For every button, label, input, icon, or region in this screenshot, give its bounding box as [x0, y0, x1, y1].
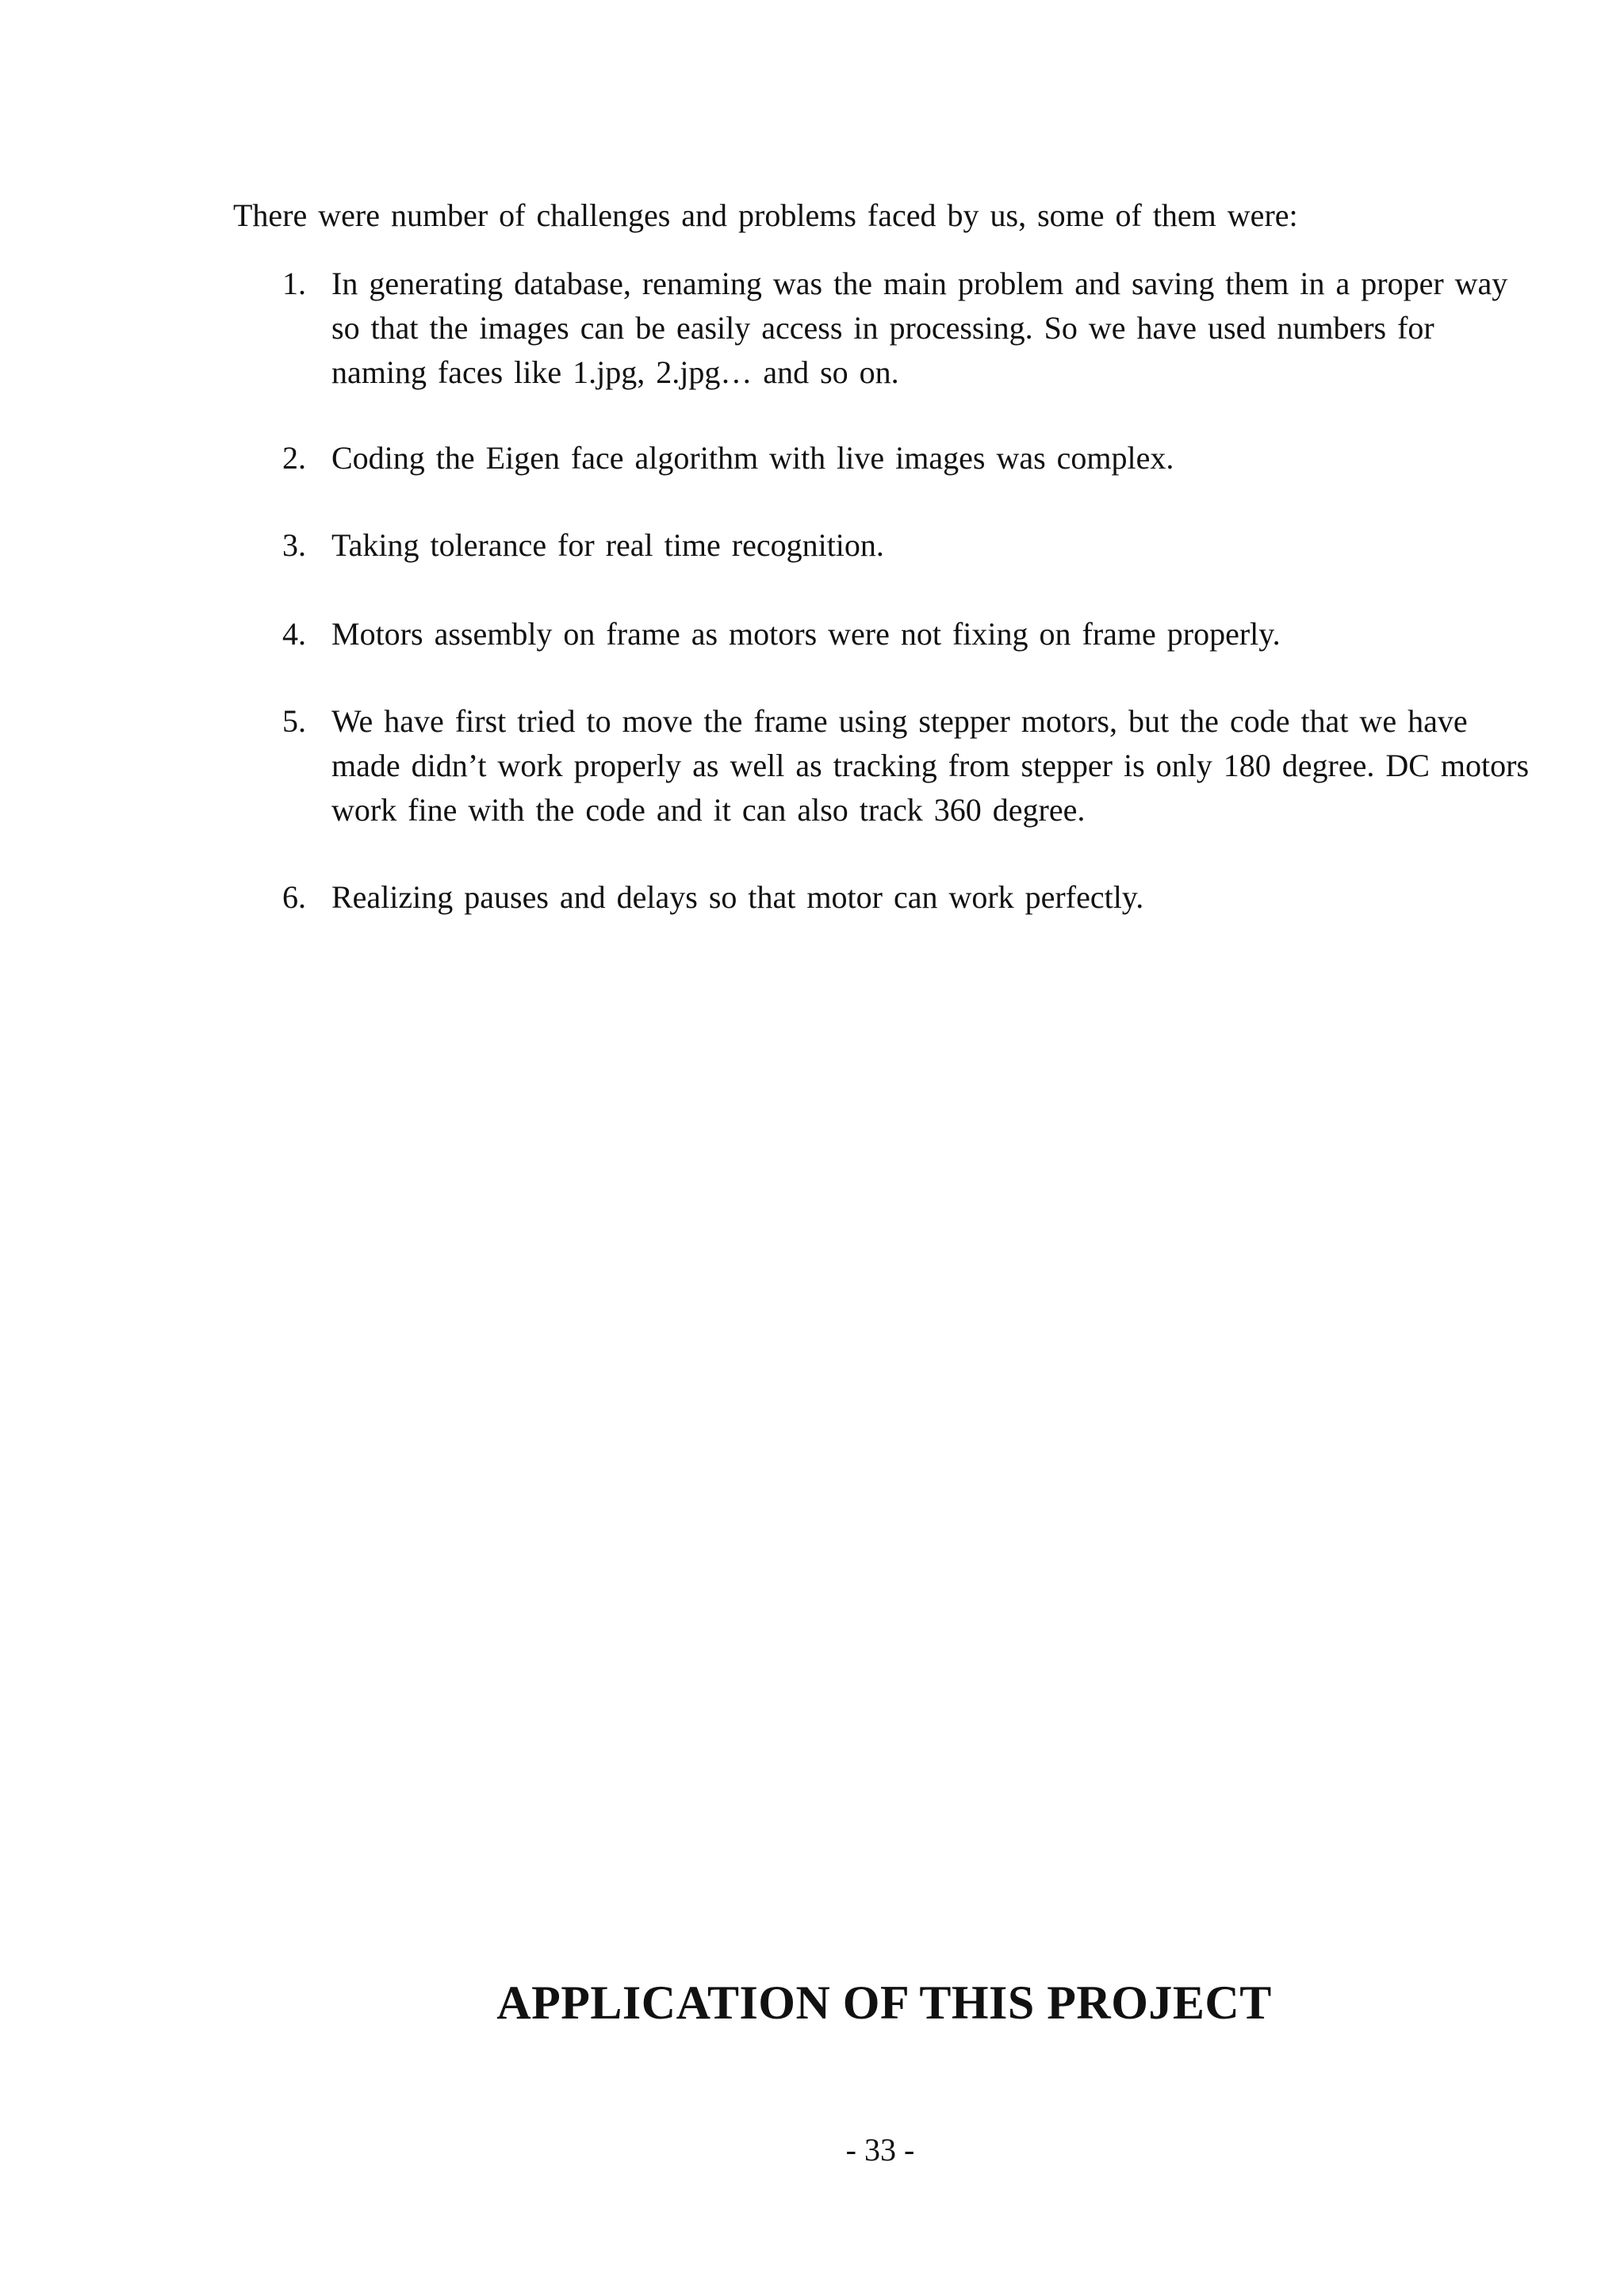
- list-item-text: Taking tolerance for real time recognition.: [331, 527, 884, 563]
- intro-paragraph: There were number of challenges and problems faced by us, some of them were:: [233, 197, 1298, 233]
- page-number: - 33 -: [845, 2132, 915, 2168]
- list-item-number: 1.: [282, 266, 306, 301]
- list-item: [278, 875, 1530, 920]
- list-item: [278, 262, 1530, 395]
- list-item: [278, 523, 1530, 568]
- list-item-number: 2.: [282, 440, 306, 476]
- list-item-text: Motors assembly on frame as motors were not fixing on frame properly.: [331, 616, 1281, 652]
- list-item-number: 5.: [282, 703, 306, 739]
- list-item-number: 4.: [282, 616, 306, 652]
- list-item: [278, 612, 1530, 656]
- list-item-number: 3.: [282, 527, 306, 563]
- section-heading: APPLICATION OF THIS PROJECT: [496, 1976, 1272, 2029]
- list-item: [278, 699, 1530, 832]
- challenges-list: [278, 262, 1530, 920]
- list-item: [278, 436, 1530, 480]
- list-item-text: We have first tried to move the frame using stepper motors, but the code that we have made didn’t work properly as well as tracking from stepper is only 180 degree. DC motors work fine with the code and it can also track 360 degree.: [331, 703, 1530, 828]
- list-item-text: Coding the Eigen face algorithm with live images was complex.: [331, 440, 1174, 476]
- list-item-text: Realizing pauses and delays so that motor can work perfectly.: [331, 879, 1144, 915]
- list-item-number: 6.: [282, 879, 306, 915]
- list-item-text: In generating database, renaming was the main problem and saving them in a proper way so that the images can be easily access in processing. So we have used numbers for naming faces like 1.jpg, 2.jpg… and so on.: [331, 266, 1508, 390]
